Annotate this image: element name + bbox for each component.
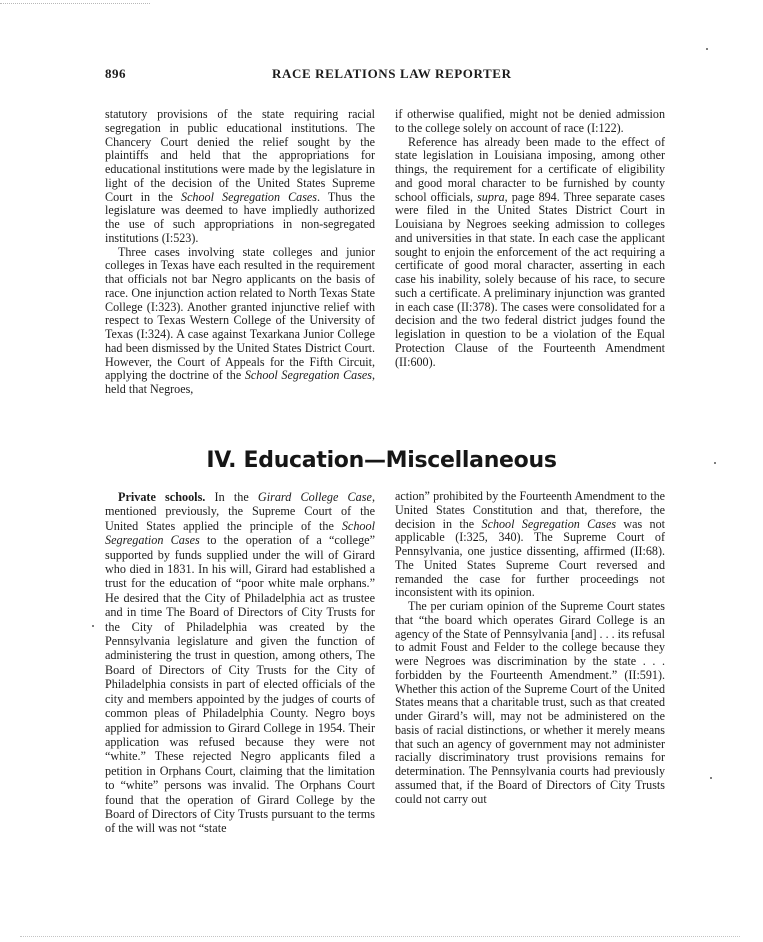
scan-speck	[92, 625, 94, 627]
paragraph: The per curiam opinion of the Supreme Court states that “the board which operates Girard College is an agency of the State of Pennsylvania [and] . . . its refusal to admit Foust and Felder to the college because they were Negroes was discrimination by the state . . . forbidden by the Fourteenth Amendment.” (II:591). Whether this action of the Supreme Court of the United States means that a charitable trust, such as that created under Girard’s will, may not be administered on the basis of racial distinctions, or whether it merely means that such an agency of government may not administer racially discriminatory trust provisions remains for determination. The Pennsylvania courts had previously assumed that, if the Board of Directors of City Trusts could not carry out	[395, 599, 666, 806]
scan-speck	[710, 777, 712, 779]
page-number: 896	[105, 66, 126, 81]
column-top-left	[105, 108, 375, 397]
scan-edge-bottom	[20, 936, 740, 937]
paragraph: statutory provisions of the state requiring racial segregation in public educational institutions. The Chancery Court denied the relief sought by the plaintiffs and held that the appropriations for educational institutions were made by the legislature in light of the decision of the United States Supreme Court in the School Segregation Cases. Thus the legislature was deemed to have impliedly authorized the use of such appropriations in non-segregated institutions (I:523).	[105, 107, 375, 245]
column-bottom-right	[395, 490, 665, 806]
paragraph: action” prohibited by the Fourteenth Amendment to the United States Constitution and that, therefore, the decision in the School Segregation Cases was not applicable (I:325, 340). The Supreme Court of Pennsylvania, one justice dissenting, affirmed (II:68). The United States Supreme Court reversed and remanded the case for further proceedings not inconsistent with its opinion.	[395, 489, 665, 600]
column-bottom-left	[105, 490, 375, 836]
scan-speck	[706, 48, 708, 50]
scan-edge-top	[0, 3, 150, 4]
paragraph: Private schools. In the Girard College Case, mentioned previously, the Supreme Court of the United States applied the principle of the School Segregation Cases to the operation of a “college” supported by funds supplied under the will of Girard who died in 1831. In his will, Girard had established a trust for the education of “poor white male orphans.” He desired that the City of Philadelphia act as trustee and in time The Board of Directors of City Trusts for the City of Philadelphia was created by the Pennsylvania legislature and given the function of administering the trust in question, among others, The Board of Directors of City Trusts for the City of Philadelphia consists in part of elected officials of the city and members appointed by the judges of courts of common pleas of Philadelphia County. Negro boys applied for admission to Girard College in 1954. Their application was refused because they were not “white.” These rejected Negro applicants filed a petition in Orphans Court, claiming that the limitation to “white” persons was invalid. The Orphans Court found that the operation of Girard College by the Board of Directors of City Trusts pursuant to the terms of the will was not “state	[105, 490, 376, 836]
paragraph: Three cases involving state colleges and junior colleges in Texas have each resulted in the requirement that officials not bar Negro applicants on the basis of race. One injunction action related to North Texas State College (I:323). Another granted injunctive relief with respect to Texas Western College of the University of Texas (I:324). A case against Texarkana Junior College had been dismissed by the United States District Court. However, the Court of Appeals for the Fifth Circuit, applying the doctrine of the School Segregation Cases, held that Negroes,	[105, 244, 376, 396]
lead-in: Private schools.	[118, 490, 206, 504]
section-heading: IV. Education—Miscellaneous	[206, 448, 557, 473]
running-head: RACE RELATIONS LAW REPORTER	[272, 66, 512, 81]
column-top-right	[395, 108, 665, 369]
paragraph: Reference has already been made to the effect of state legislation in Louisiana imposing, among other things, the requirement for a certificate of eligibility and good moral character to be furnished by county school officials, supra, page 894. Three separate cases were filed in the United States District Court in Louisiana by Negroes seeking admission to colleges and universities in that state. In each case the applicant sought to enjoin the enforcement of the act requiring a certificate of good moral character, asserting in each case his inability, solely because of his race, to secure such a certificate. A preliminary injunction was granted in each case (II:378). The cases were consolidated for a decision and the two federal district judges found the legislation in question to be a violation of the Equal Protection Clause of the Fourteenth Amendment (II:600).	[395, 134, 665, 369]
paragraph: if otherwise qualified, might not be denied admission to the college solely on account of race (I:122).	[395, 107, 665, 135]
